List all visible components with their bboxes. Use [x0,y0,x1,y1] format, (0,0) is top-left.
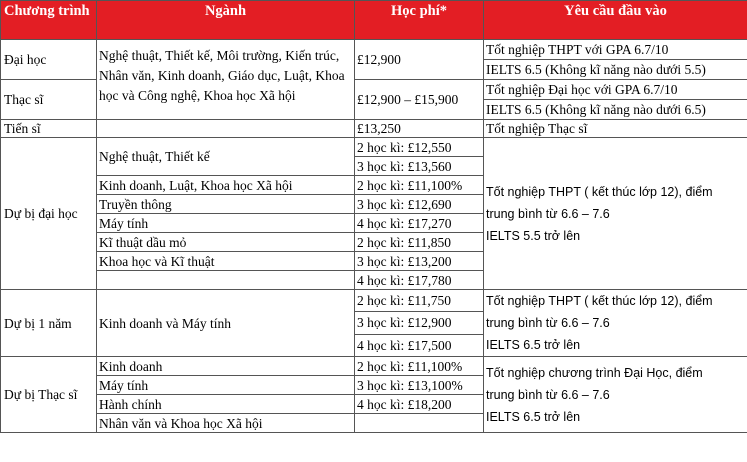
table-row [1,357,747,376]
fee-tien-si: £13,250 [355,120,484,138]
fee-dai-hoc: £12,900 [355,40,484,80]
fee-dbts-2: 4 học kì: £18,200 [355,395,484,414]
fee-dbdh-7: 4 học kì: £17,780 [355,271,484,290]
req-line: Tốt nghiệp THPT ( kết thúc lớp 12), điểm [486,184,713,199]
major-kinh-doanh-luat: Kinh doanh, Luật, Khoa học Xã hội [97,176,355,195]
fee-db1n-0: 2 học kì: £11,750 [355,290,484,312]
major-nghe-thuat: Nghệ thuật, Thiết kế [97,138,355,176]
req-line: Tốt nghiệp THPT ( kết thúc lớp 12), điểm [486,294,713,308]
major-dbts-kinh-doanh: Kinh doanh [97,357,355,376]
program-tien-si: Tiến sĩ [1,120,97,138]
fee-db1n-1: 3 học kì: £12,900 [355,312,484,334]
major-truyen-thong: Truyền thông [97,195,355,214]
req-line: trung bình từ 6.6 – 7.6 [486,206,610,221]
fee-dbdh-3: 3 học kì: £12,690 [355,195,484,214]
fee-dbdh-5: 2 học kì: £11,850 [355,233,484,252]
program-du-bi-thac-si: Dự bị Thạc sĩ [1,357,97,433]
header-program: Chương trình [1,1,97,40]
header-row [1,1,747,40]
req-line: Tốt nghiệp chương trình Đại Học, điểm [486,365,703,380]
major-ki-thuat-dau-mo: Kĩ thuật dầu mỏ [97,233,355,252]
major-khoa-hoc-ki-thuat: Khoa học và Kĩ thuật [97,252,355,271]
req-du-bi-thac-si [484,357,747,433]
req-thac-si-1: Tốt nghiệp Đại học với GPA 6.7/10 [484,80,747,100]
major-dbts-hanh-chinh: Hành chính [97,395,355,414]
req-du-bi-dai-hoc [484,138,747,290]
major-kinh-doanh-may-tinh: Kinh doanh và Máy tính [97,290,355,357]
fee-dbts-0: 2 học kì: £11,100% [355,357,484,376]
req-line: trung bình từ 6.6 – 7.6 [486,316,610,330]
major-dbts-may-tinh: Máy tính [97,376,355,395]
req-thac-si-2: IELTS 6.5 (Không kĩ năng nào dưới 6.5) [484,100,747,120]
program-du-bi-dai-hoc: Dự bị đại học [1,138,97,290]
req-line: IELTS 5.5 trở lên [486,228,581,243]
table-row [1,120,747,138]
major-may-tinh: Máy tính [97,214,355,233]
req-tien-si: Tốt nghiệp Thạc sĩ [484,120,747,138]
fee-dbdh-4: 4 học kì: £17,270 [355,214,484,233]
header-requirement: Yêu cầu đầu vào [484,1,747,40]
table-row [1,138,747,157]
req-dai-hoc-1: Tốt nghiệp THPT với GPA 6.7/10 [484,40,747,60]
req-line: IELTS 6.5 trở lên [486,409,581,424]
program-dai-hoc: Đại học [1,40,97,80]
major-dbts-nhan-van: Nhân văn và Khoa học Xã hội [97,414,355,433]
fee-dbdh-1: 3 học kì: £13,560 [355,157,484,176]
req-du-bi-1-nam [484,290,747,357]
table-row [1,40,747,60]
req-line: trung bình từ 6.6 – 7.6 [486,387,610,402]
req-dai-hoc-2: IELTS 6.5 (Không kĩ năng nào dưới 5.5) [484,60,747,80]
program-du-bi-1-nam: Dự bị 1 năm [1,290,97,357]
header-major: Ngành [97,1,355,40]
major-tien-si-empty [97,120,355,138]
fee-dbdh-6: 3 học kì: £13,200 [355,252,484,271]
fee-db1n-2: 4 học kì: £17,500 [355,334,484,356]
fee-dbdh-2: 2 học kì: £11,100% [355,176,484,195]
fee-dbts-3 [355,414,484,433]
program-thac-si: Thạc sĩ [1,80,97,120]
header-fee: Học phí* [355,1,484,40]
major-shared: Nghệ thuật, Thiết kế, Môi trường, Kiến trúc, Nhân văn, Kinh doanh, Giáo dục, Luật, Khoa học và Công nghệ, Khoa học Xã hội [97,40,355,120]
table-row [1,290,747,312]
fee-dbts-1: 3 học kì: £13,100% [355,376,484,395]
major-empty [97,271,355,290]
req-line: IELTS 6.5 trở lên [486,338,581,352]
fee-dbdh-0: 2 học kì: £12,550 [355,138,484,157]
fee-thac-si: £12,900 – £15,900 [355,80,484,120]
